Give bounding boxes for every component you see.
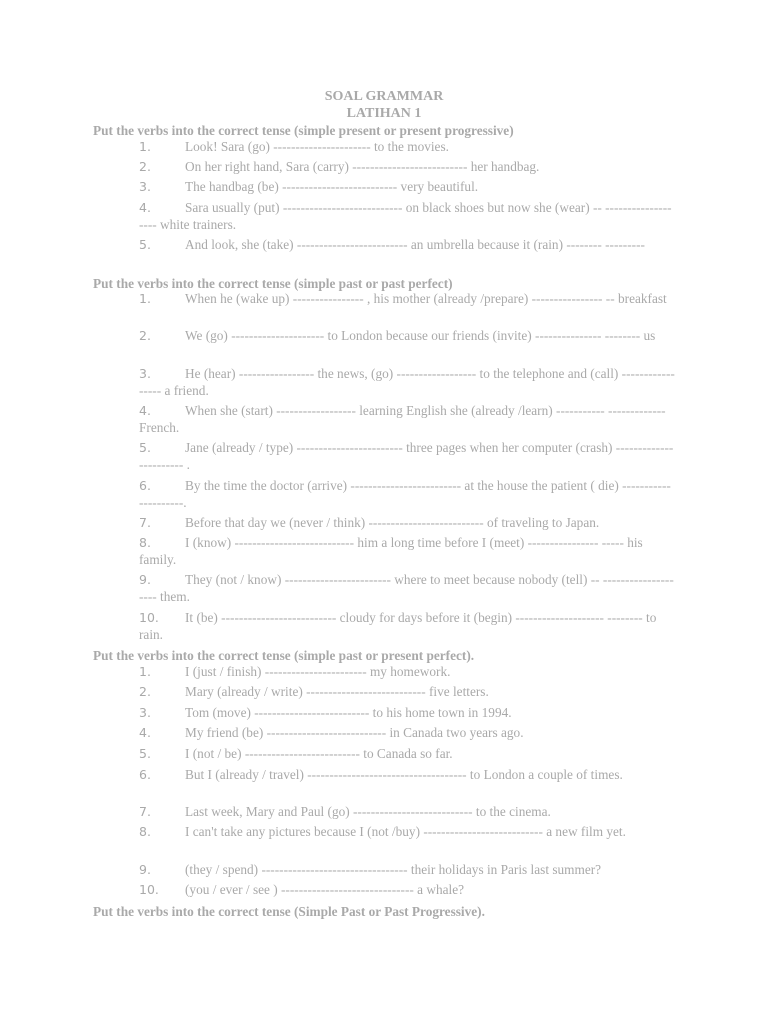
item-number: 3. xyxy=(139,366,151,381)
list-item xyxy=(139,684,675,701)
item-number: 1. xyxy=(139,291,151,306)
item-number: 9. xyxy=(139,862,151,877)
list-item xyxy=(139,610,675,644)
list-item xyxy=(139,535,675,569)
item-text: And look, she (take) ------------------------- an umbrella because it (rain) -------- --------- xyxy=(185,237,645,252)
list-item xyxy=(139,237,675,254)
list-item xyxy=(139,159,675,176)
list-item xyxy=(139,746,675,763)
item-text: (you / ever / see ) ------------------------------ a whale? xyxy=(185,882,465,897)
list-item xyxy=(139,139,675,156)
item-text: But I (already / travel) ------------------------------------ to London a couple of times. xyxy=(185,767,623,782)
item-number: 3. xyxy=(139,179,151,194)
section-1-heading: Put the verbs into the correct tense (simple present or present progressive) xyxy=(93,123,514,138)
item-text: It (be) -------------------------- cloudy for days before it (begin) -------------------- -------- to rain. xyxy=(139,610,657,642)
document-subtitle: LATIHAN 1 xyxy=(346,106,422,121)
list-item xyxy=(139,366,675,400)
item-text: Last week, Mary and Paul (go) --------------------------- to the cinema. xyxy=(185,804,551,819)
list-item xyxy=(139,705,675,722)
list-item xyxy=(139,824,675,841)
list-item xyxy=(139,328,675,345)
item-text: I (not / be) -------------------------- to Canada so far. xyxy=(185,746,453,761)
item-number: 8. xyxy=(139,824,151,839)
item-number: 4. xyxy=(139,200,151,215)
list-item xyxy=(139,200,675,234)
item-text: Sara usually (put) --------------------------- on black shoes but now she (wear) -- ------------------- white trainers. xyxy=(139,200,672,232)
list-item xyxy=(139,725,675,742)
list-item xyxy=(139,862,675,879)
section-2-heading: Put the verbs into the correct tense (simple past or past perfect) xyxy=(93,276,453,291)
list-item xyxy=(139,664,675,681)
item-text: Before that day we (never / think) -------------------------- of traveling to Japan. xyxy=(185,515,600,530)
document-title: SOAL GRAMMAR xyxy=(324,89,444,104)
list-item xyxy=(139,478,675,512)
item-text: Jane (already / type) ------------------------ three pages when her computer (crash) ----------------------- . xyxy=(139,440,674,472)
list-item xyxy=(139,572,675,606)
item-text: The handbag (be) -------------------------- very beautiful. xyxy=(185,179,479,194)
item-text: They (not / know) ------------------------ where to meet because nobody (tell) -- -------------------- them. xyxy=(139,572,674,604)
item-text: When she (start) ------------------ learning English she (already /learn) ----------- ------------- French. xyxy=(139,403,666,435)
list-item xyxy=(139,440,675,474)
section-4-heading: Put the verbs into the correct tense (Simple Past or Past Progressive). xyxy=(93,904,485,919)
item-number: 8. xyxy=(139,535,151,550)
item-number: 2. xyxy=(139,328,151,343)
item-number: 2. xyxy=(139,159,151,174)
item-number: 5. xyxy=(139,746,151,761)
list-item xyxy=(139,767,675,784)
section-3-heading: Put the verbs into the correct tense (simple past or present perfect). xyxy=(93,648,475,663)
list-item xyxy=(139,882,675,899)
item-text: (they / spend) --------------------------------- their holidays in Paris last summer? xyxy=(185,862,602,877)
item-number: 1. xyxy=(139,139,151,154)
item-text: On her right hand, Sara (carry) -------------------------- her handbag. xyxy=(185,159,540,174)
list-item xyxy=(139,403,675,437)
item-text: Look! Sara (go) ---------------------- to the movies. xyxy=(185,139,449,154)
item-text: I can't take any pictures because I (not /buy) --------------------------- a new film yet. xyxy=(185,824,626,839)
item-text: Tom (move) -------------------------- to his home town in 1994. xyxy=(185,705,512,720)
item-number: 9. xyxy=(139,572,151,587)
item-number: 6. xyxy=(139,767,151,782)
item-number: 5. xyxy=(139,237,151,252)
item-text: I (just / finish) ----------------------- my homework. xyxy=(185,664,451,679)
list-item xyxy=(139,179,675,196)
list-item xyxy=(139,804,675,821)
item-number: 5. xyxy=(139,440,151,455)
item-number: 6. xyxy=(139,478,151,493)
item-number: 7. xyxy=(139,804,151,819)
item-text: I (know) --------------------------- him a long time before I (meet) ---------------- ----- his family. xyxy=(139,535,643,567)
item-text: When he (wake up) ---------------- , his mother (already /prepare) ---------------- -- breakfast xyxy=(185,291,667,306)
item-number: 4. xyxy=(139,403,151,418)
item-number: 1. xyxy=(139,664,151,679)
item-text: Mary (already / write) --------------------------- five letters. xyxy=(185,684,489,699)
item-number: 10. xyxy=(139,610,159,625)
item-number: 7. xyxy=(139,515,151,530)
item-text: My friend (be) --------------------------- in Canada two years ago. xyxy=(185,725,524,740)
list-item xyxy=(139,515,675,532)
item-number: 2. xyxy=(139,684,151,699)
item-text: We (go) --------------------- to London because our friends (invite) --------------- -------- us xyxy=(185,328,656,343)
item-text: He (hear) ----------------- the news, (go) ------------------ to the telephone and (call) ----------------- a friend. xyxy=(139,366,675,398)
item-number: 10. xyxy=(139,882,159,897)
item-number: 4. xyxy=(139,725,151,740)
item-text: By the time the doctor (arrive) ------------------------- at the house the patient ( die) ---------------------. xyxy=(139,478,671,510)
list-item xyxy=(139,291,675,308)
item-number: 3. xyxy=(139,705,151,720)
